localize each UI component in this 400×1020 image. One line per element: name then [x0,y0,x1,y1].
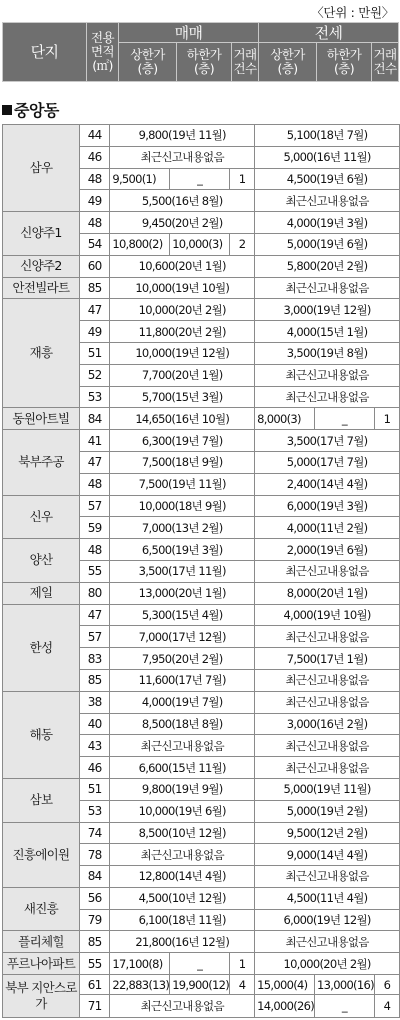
jeonse-value: 최근신고내용없음 [255,735,400,757]
area-value: 38 [80,691,110,713]
sale-upper-price: 9,500(1) [110,168,170,190]
header-jeonse-count: 거래 건수 [372,43,399,82]
jeonse-value: 5,000(16년 11월) [255,146,400,168]
area-value: 83 [80,648,110,670]
sale-count: 4 [230,975,255,995]
area-value: 59 [80,517,110,539]
table-row [3,975,400,995]
table-row [3,822,400,844]
area-value: 46 [80,146,110,168]
jeonse-value: 최근신고내용없음 [255,691,400,713]
sale-value: 4,500(10년 12월) [110,887,255,909]
area-value: 43 [80,735,110,757]
sale-count: 1 [230,953,255,975]
header-sale-lower: 하한가 (층) [177,43,232,82]
table-row [3,125,400,147]
sale-value: 최근신고내용없음 [110,735,255,757]
jeonse-value: 2,000(19년 6월) [255,539,400,561]
sale-value: 3,500(17년 11월) [110,560,255,582]
jeonse-value: 최근신고내용없음 [255,364,400,386]
sale-value: 8,500(10년 12월) [110,822,255,844]
jeonse-value: 6,000(19년 3월) [255,495,400,517]
area-value: 51 [80,778,110,800]
complex-name: 삼보 [3,778,80,822]
jeonse-count: 6 [374,975,399,995]
sale-value: 6,600(15년 11월) [110,757,255,779]
sale-value: 7,000(13년 2월) [110,517,255,539]
jeonse-count: 4 [374,994,399,1017]
complex-name: 삼우 [3,125,80,212]
jeonse-value: 최근신고내용없음 [255,277,400,299]
jeonse-value: 최근신고내용없음 [255,866,400,888]
area-value: 80 [80,582,110,604]
sale-lower-price: 19,900(12) [170,975,230,995]
jeonse-value: 4,000(11년 2월) [255,517,400,539]
jeonse-value: 4,500(19년 6월) [255,168,400,190]
sale-value: 최근신고내용없음 [110,844,255,866]
header-sale: 매매 [119,23,259,43]
jeonse-value: 5,000(19년 2월) [255,800,400,822]
complex-name: 재흥 [3,299,80,408]
sale-value: 10,000(19년 10월) [110,277,255,299]
sale-value: 최근신고내용없음 [110,146,255,168]
area-value: 52 [80,364,110,386]
sale-upper-price: 10,800(2) [110,233,170,255]
sale-count: 1 [230,168,255,190]
sale-value: 11,600(17년 7월) [110,669,255,691]
jeonse-value: 최근신고내용없음 [255,669,400,691]
area-value: 47 [80,299,110,321]
jeonse-value: 5,000(19년 11월) [255,778,400,800]
table-row [3,495,400,517]
table-row [3,604,400,626]
sale-value: 5,700(15년 3월) [110,386,255,408]
sale-value: 9,800(19년 11월) [110,125,255,147]
header-jeonse-upper: 상한가 (층) [259,43,317,82]
sale-value: 10,000(20년 2월) [110,299,255,321]
header-jeonse-lower: 하한가 (층) [317,43,372,82]
table-row [3,255,400,277]
jeonse-value: 2,400(14년 4월) [255,473,400,495]
sale-count: 2 [230,233,255,255]
table-row [3,430,400,452]
complex-name: 한성 [3,604,80,691]
area-value: 48 [80,473,110,495]
area-value: 48 [80,539,110,561]
sale-value: 13,000(20년 1월) [110,582,255,604]
table-row [3,778,400,800]
jeonse-lower-price: _ [315,408,375,430]
header-area: 전용 면적 (㎡) [87,23,119,82]
header-sale-count: 거래 건수 [232,43,259,82]
jeonse-value: 3,000(19년 12월) [255,299,400,321]
jeonse-value: 5,000(17년 7월) [255,451,400,473]
jeonse-value: 3,500(17년 7월) [255,430,400,452]
area-value: 49 [80,321,110,343]
complex-name: 북부주공 [3,430,80,495]
table-row [3,582,400,604]
area-value: 47 [80,451,110,473]
sale-value: 12,800(14년 4월) [110,866,255,888]
jeonse-value: 3,000(16년 2월) [255,713,400,735]
jeonse-value: 최근신고내용없음 [255,931,400,953]
sale-lower-price: 10,000(3) [170,233,230,255]
complex-name: 안전빌라트 [3,277,80,299]
complex-name: 진흥에이원 [3,822,80,887]
jeonse-value: 10,000(20년 2월) [255,953,400,975]
area-value: 71 [80,994,110,1017]
sale-value: 7,000(17년 12월) [110,626,255,648]
area-value: 85 [80,669,110,691]
area-value: 85 [80,931,110,953]
area-value: 46 [80,757,110,779]
area-value: 55 [80,953,110,975]
table-row [3,539,400,561]
sale-value: 6,500(19년 3월) [110,539,255,561]
jeonse-value: 최근신고내용없음 [255,560,400,582]
table-row [3,212,400,234]
table-row [3,931,400,953]
jeonse-value: 8,000(20년 1월) [255,582,400,604]
sale-value: 10,000(19년 12월) [110,342,255,364]
area-value: 78 [80,844,110,866]
section-title: 중앙동 [2,98,59,121]
area-value: 53 [80,800,110,822]
table-row [3,691,400,713]
sale-upper-price: 22,883(13) [110,975,170,995]
complex-name: 신우 [3,495,80,539]
area-value: 84 [80,866,110,888]
sale-lower-price: _ [170,953,230,975]
jeonse-value: 9,500(12년 2월) [255,822,400,844]
jeonse-value: 최근신고내용없음 [255,190,400,212]
jeonse-value: 최근신고내용없음 [255,757,400,779]
table-row [3,887,400,909]
complex-name: 새진흥 [3,887,80,931]
complex-name: 동원아트빌 [3,408,80,430]
area-value: 74 [80,822,110,844]
jeonse-value: 최근신고내용없음 [255,386,400,408]
area-value: 56 [80,887,110,909]
area-value: 84 [80,408,110,430]
jeonse-value: 6,000(19년 12월) [255,909,400,931]
complex-name: 해동 [3,691,80,778]
jeonse-value: 4,000(19년 10월) [255,604,400,626]
price-table [2,124,400,1018]
sale-value: 8,500(18년 8월) [110,713,255,735]
area-value: 79 [80,909,110,931]
area-value: 47 [80,604,110,626]
unit-label: 〈단위 : 만원〉 [311,5,394,20]
table-row [3,953,400,975]
complex-name: 푸르나아파트 [3,953,80,975]
sale-lower-price: _ [170,168,230,190]
area-value: 41 [80,430,110,452]
sale-value: 7,700(20년 1월) [110,364,255,386]
jeonse-value: 7,500(17년 1월) [255,648,400,670]
sale-value: 5,500(16년 8월) [110,190,255,212]
table-row [3,408,400,430]
sale-upper-price: 17,100(8) [110,953,170,975]
sale-value: 11,800(20년 2월) [110,321,255,343]
jeonse-lower-price: _ [315,994,375,1017]
jeonse-value: 최근신고내용없음 [255,626,400,648]
jeonse-value: 3,500(19년 8월) [255,342,400,364]
sale-value: 6,300(19년 7월) [110,430,255,452]
sale-value: 5,300(15년 4월) [110,604,255,626]
jeonse-value: 5,800(20년 2월) [255,255,400,277]
sale-value: 9,800(19년 9월) [110,778,255,800]
jeonse-value: 4,500(11년 4월) [255,887,400,909]
jeonse-upper-price: 15,000(4) [255,975,315,995]
jeonse-value: 4,000(19년 3월) [255,212,400,234]
jeonse-count: 1 [374,408,399,430]
area-value: 85 [80,277,110,299]
header-complex: 단지 [3,23,87,82]
complex-name: 신양주1 [3,212,80,256]
complex-name: 양산 [3,539,80,583]
sale-value: 14,650(16년 10월) [110,408,255,430]
jeonse-value: 5,000(19년 6월) [255,233,400,255]
sale-value: 4,000(19년 7월) [110,691,255,713]
area-value: 55 [80,560,110,582]
area-value: 40 [80,713,110,735]
area-value: 54 [80,233,110,255]
complex-name: 신양주2 [3,255,80,277]
jeonse-upper-price: 14,000(26) [255,994,315,1017]
area-value: 44 [80,125,110,147]
jeonse-value: 9,000(14년 4월) [255,844,400,866]
complex-name: 북부 지안스로가 [3,975,80,1018]
sale-value: 7,950(20년 2월) [110,648,255,670]
sale-value: 7,500(19년 11월) [110,473,255,495]
jeonse-value: 4,000(15년 1월) [255,321,400,343]
area-value: 53 [80,386,110,408]
area-value: 57 [80,626,110,648]
complex-name: 제일 [3,582,80,604]
header-jeonse: 전세 [259,23,399,43]
header-sale-upper: 상한가 (층) [119,43,177,82]
area-value: 60 [80,255,110,277]
table-row [3,299,400,321]
sale-value: 10,600(20년 1월) [110,255,255,277]
jeonse-upper-price: 8,000(3) [255,408,315,430]
table-header [2,22,399,82]
area-value: 51 [80,342,110,364]
table-row [3,277,400,299]
jeonse-value: 5,100(18년 7월) [255,125,400,147]
sale-value: 7,500(18년 9월) [110,451,255,473]
jeonse-lower-price: 13,000(16) [315,975,375,995]
sale-value: 10,000(18년 9월) [110,495,255,517]
area-value: 57 [80,495,110,517]
sale-value: 10,000(19년 6월) [110,800,255,822]
area-value: 49 [80,190,110,212]
area-value: 61 [80,975,110,995]
square-bullet-icon [2,105,12,115]
sale-value: 최근신고내용없음 [110,994,255,1017]
area-value: 48 [80,168,110,190]
sale-value: 6,100(18년 11월) [110,909,255,931]
sale-value: 9,450(20년 2월) [110,212,255,234]
sale-value: 21,800(16년 12월) [110,931,255,953]
area-value: 48 [80,212,110,234]
complex-name: 플리체힐 [3,931,80,953]
